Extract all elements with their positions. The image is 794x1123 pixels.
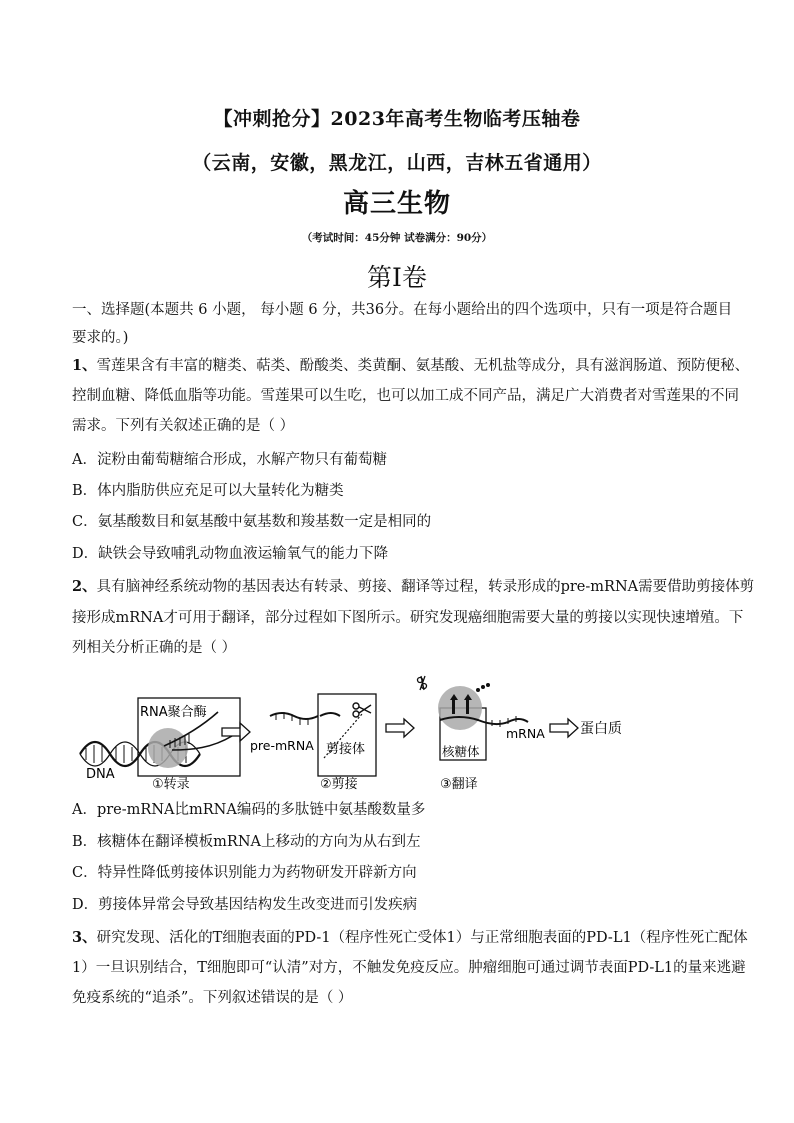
rna-polymerase-shape xyxy=(148,728,188,768)
spliceosome-label: 剪接体 xyxy=(326,742,366,757)
arrow-2-icon xyxy=(386,719,414,737)
exam-info: （考试时间：45分钟 试卷满分：90分） xyxy=(301,232,493,244)
question-1-stem-line1: 雪莲果含有丰富的糖类、萜类、酚酸类、类黄酮、氨基酸、无机盐等成分，具有滋润肠道、预防便秘、 xyxy=(96,358,750,374)
question-1-option-d: D．缺铁会导致哺乳动物血液运输氧气的能力下降 xyxy=(72,546,389,562)
question-2-stem-line3: 列相关分析正确的是（ ） xyxy=(72,640,237,656)
question-3-stem-line3: 免疫系统的“追杀”。下列叙述错误的是（ ） xyxy=(72,990,353,1006)
question-2-option-a: A．pre-mRNA比mRNA编码的多肽链中氨基酸数量多 xyxy=(72,802,426,818)
question-3-stem-line1: 研究发现、活化的T细胞表面的PD-1（程序性死亡受体1）与正常细胞表面的PD-L1（程序性死亡配体 xyxy=(96,930,748,946)
ribosome-shape xyxy=(438,686,482,730)
section-intro: 一、选择题(本题共 6 小题， 每小题 6 分，共36分。在每小题给出的四个选项中，只有一项是符合题目 xyxy=(72,302,733,318)
protein-label: 蛋白质 xyxy=(580,721,622,737)
exam-title: 【冲刺抢分】2023年高考生物临考压轴卷 xyxy=(213,108,581,130)
volume-heading: 第Ⅰ卷 xyxy=(367,263,427,292)
step-2-label: ②剪接 xyxy=(320,777,358,792)
pre-mrna-strand-left xyxy=(270,713,318,719)
dna-label: DNA xyxy=(86,767,115,782)
question-1-option-b: B．体内脂肪供应充足可以大量转化为糖类 xyxy=(72,483,344,499)
section-intro-cont: 要求的。) xyxy=(72,330,129,346)
question-1-stem-line2: 控制血糖、降低血脂等功能。雪莲果可以生吃，也可以加工成不同产品，满足广大消费者对雪莲果的不同 xyxy=(72,388,739,404)
small-scissors-icon xyxy=(418,676,427,690)
question-1-option-a: A．淀粉由葡萄糖缩合形成，水解产物只有葡萄糖 xyxy=(72,452,387,468)
spliceosome-box xyxy=(318,694,376,776)
question-1-stem xyxy=(72,356,750,376)
subject-title: 高三生物 xyxy=(342,189,451,219)
question-1-number: 1、 xyxy=(72,357,97,374)
question-3-stem-line2: 1）一旦识别结合，T细胞即可“认清”对方，不触发免疫反应。肿瘤细胞可通过调节表面PD-L1的量来逃避 xyxy=(72,960,746,976)
question-2-stem-line1: 具有脑神经系统动物的基因表达有转录、剪接、翻译等过程，转录形成的pre-mRNA需要借助剪接体剪 xyxy=(96,579,755,595)
gene-expression-figure xyxy=(72,668,672,796)
question-2-option-d: D．剪接体异常会导致基因结构发生改变进而引发疾病 xyxy=(72,897,418,913)
question-3-number: 3、 xyxy=(72,929,97,946)
question-2-option-c: C．特异性降低剪接体识别能力为药物研发开辟新方向 xyxy=(72,865,417,881)
question-3-stem xyxy=(72,928,748,948)
ribosome-label: 核糖体 xyxy=(442,744,480,759)
mrna-label: mRNA xyxy=(506,726,545,741)
question-2-stem-line2: 接形成mRNA才可用于翻译，部分过程如下图所示。研究发现癌细胞需要大量的剪接以实现快速增殖。下 xyxy=(72,610,744,626)
question-2-option-b: B．核糖体在翻译模板mRNA上移动的方向为从右到左 xyxy=(72,834,421,850)
exam-provinces: （云南，安徽，黑龙江，山西，吉林五省通用） xyxy=(192,152,602,174)
question-1-stem-line3: 需求。下列有关叙述正确的是（ ） xyxy=(72,418,295,434)
step-3-label: ③翻译 xyxy=(440,777,478,792)
question-1-option-c: C．氨基酸数目和氨基酸中氨基数和羧基数一定是相同的 xyxy=(72,514,432,530)
question-2-number: 2、 xyxy=(72,578,97,595)
arrow-1-icon xyxy=(222,723,250,741)
arrow-3-icon xyxy=(550,719,578,737)
pre-mrna-label: pre-mRNA xyxy=(250,738,314,753)
question-2-stem xyxy=(72,577,755,597)
step-1-label: ①转录 xyxy=(152,777,190,792)
rna-polymerase-label: RNA聚合酶 xyxy=(140,705,207,720)
